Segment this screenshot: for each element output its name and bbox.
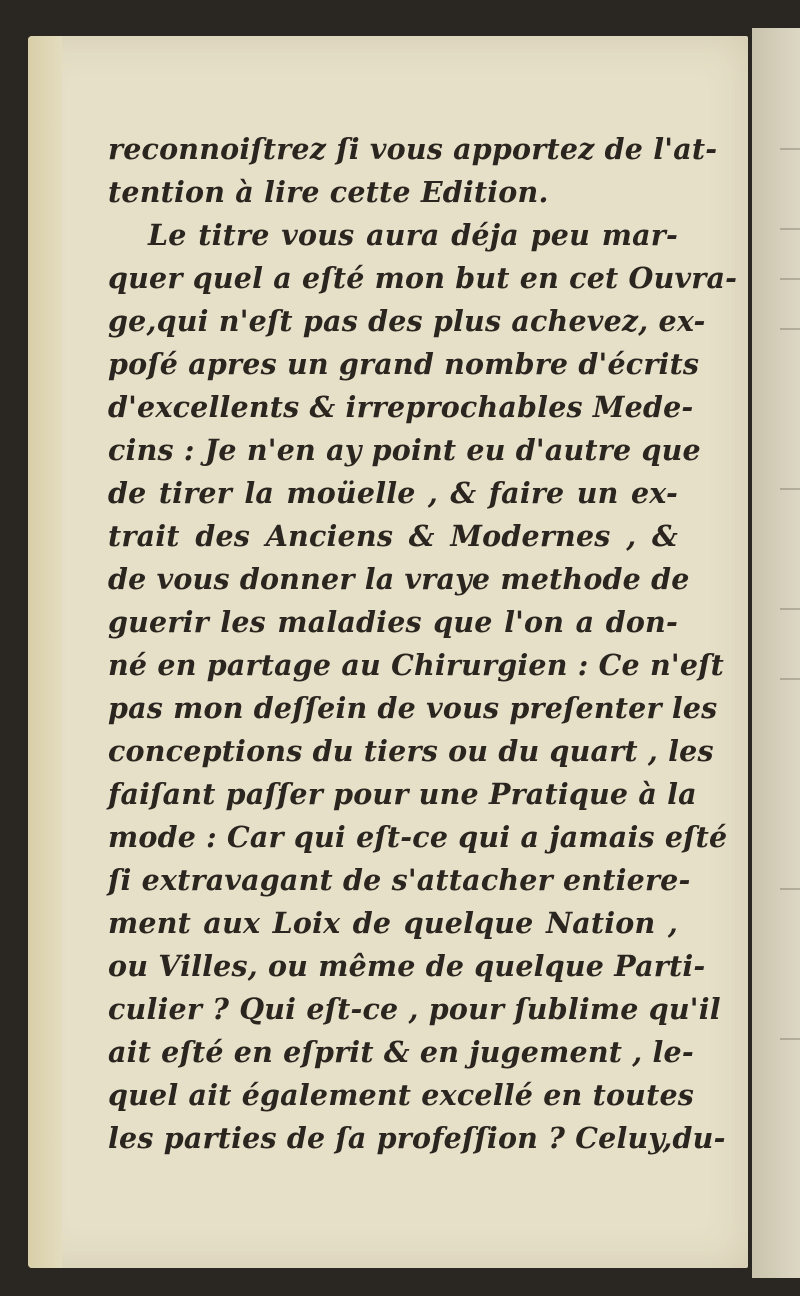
text-line: de tirer la moüelle , & faire un ex- (108, 476, 678, 510)
text-line: ment aux Loix de quelque Nation , (108, 906, 678, 940)
text-line: pas mon deſſein de vous preſenter les (108, 691, 718, 725)
text-line: les parties de ſa profeſſion ? Celuy,du- (108, 1121, 726, 1155)
text-line: poſé apres un grand nombre d'écrits (108, 347, 700, 381)
text-line: tention à lire cette Edition. (108, 175, 549, 209)
text-line: cins : Je n'en ay point eu d'autre que (108, 433, 701, 467)
text-line: ſi extravagant de s'attacher entiere- (108, 863, 691, 897)
text-line: Le titre vous aura déja peu mar- (148, 218, 678, 252)
text-line: quel ait également excellé en toutes (108, 1078, 695, 1112)
text-line: ou Villes, ou même de quelque Parti- (108, 949, 706, 983)
text-line: ge,qui n'eſt pas des plus achevez, ex- (108, 304, 706, 338)
text-line: né en partage au Chirurgien : Ce n'eſt (108, 648, 724, 682)
page-gutter (28, 36, 62, 1268)
text-line: ait eſté en eſprit & en jugement , le- (108, 1035, 694, 1069)
text-line: mode : Car qui eſt-ce qui a jamais eſté (108, 820, 728, 854)
body-text (108, 128, 738, 1160)
text-line: quer quel a eſté mon but en cet Ouvra- (108, 261, 738, 295)
text-line: guerir les maladies que l'on a don- (108, 605, 678, 639)
text-line: conceptions du tiers ou du quart , les (108, 734, 714, 768)
text-line: trait des Anciens & Modernes , & (108, 519, 678, 553)
adjacent-page-edge (752, 28, 800, 1278)
text-line: culier ? Qui eſt-ce , pour ſublime qu'il (108, 992, 721, 1026)
text-line: faiſant paſſer pour une Pratique à la (108, 777, 697, 811)
text-line: de vous donner la vraye methode de (108, 562, 690, 596)
text-line: d'excellents & irreprochables Mede- (108, 390, 694, 424)
text-line: reconnoiſtrez ſi vous apportez de l'at- (108, 132, 718, 166)
